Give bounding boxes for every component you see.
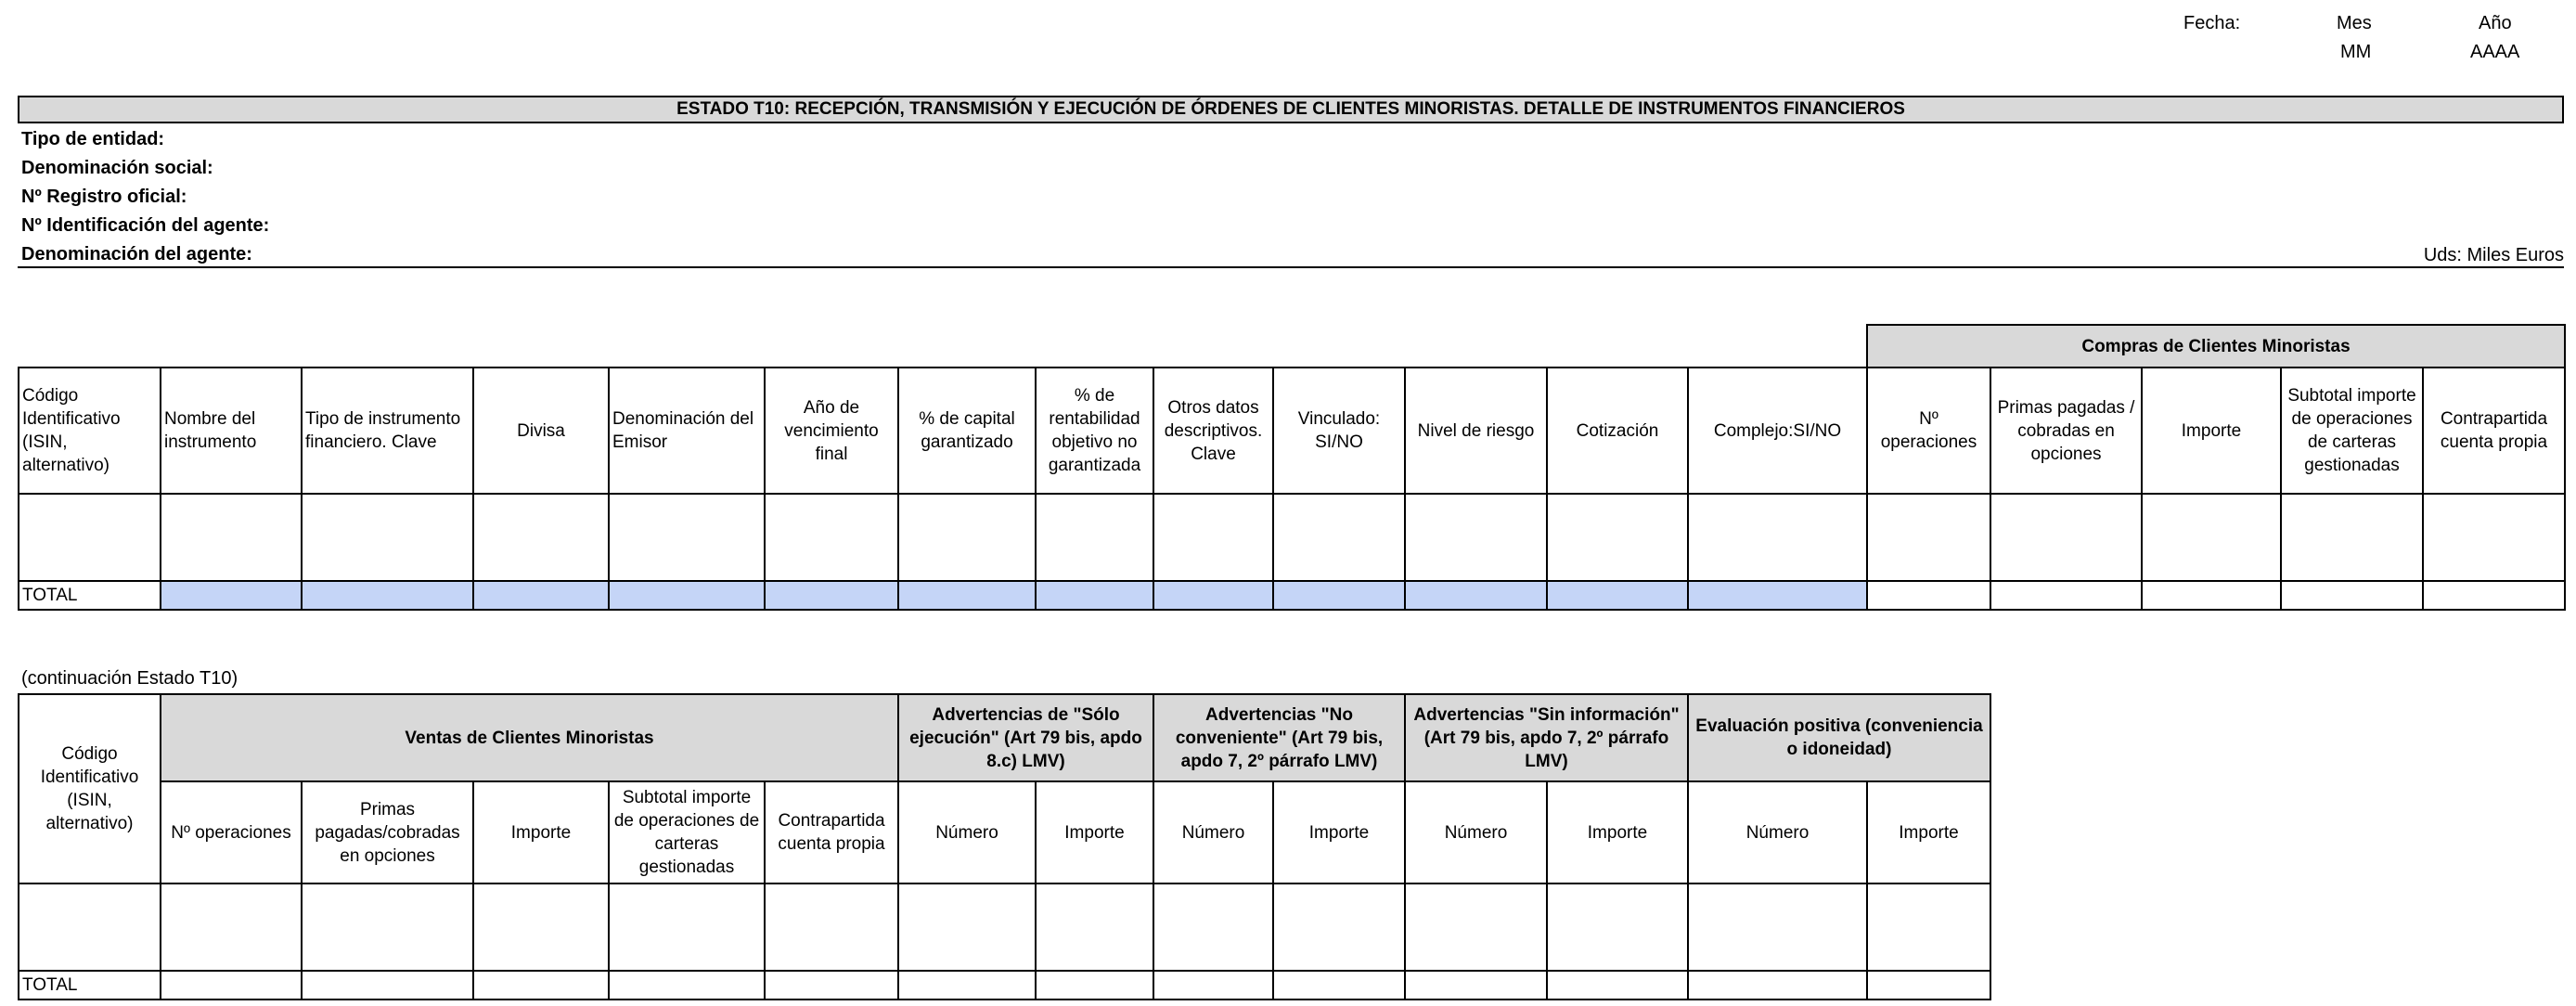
total-cell[interactable] — [473, 971, 609, 1000]
table2-group-row — [19, 694, 1990, 781]
col-contrapartida-2: Contrapartida cuenta propia — [765, 781, 898, 883]
denominacion-social-label: Denominación social: — [21, 158, 213, 178]
ventas-group-header: Ventas de Clientes Minoristas — [161, 694, 898, 781]
col-importe: Importe — [2142, 368, 2281, 494]
total-cell[interactable] — [765, 971, 898, 1000]
no-conveniente-group-header: Advertencias "No conveniente" (Art 79 bis, apdo 7, 2º párrafo LMV) — [1153, 694, 1405, 781]
compras-group-header: Compras de Clientes Minoristas — [1867, 325, 2565, 368]
total-label: TOTAL — [19, 581, 161, 610]
total-cell[interactable] — [1547, 971, 1688, 1000]
total-cell[interactable] — [161, 971, 302, 1000]
total-cell[interactable] — [302, 971, 473, 1000]
data-cell[interactable] — [19, 883, 161, 971]
total-cell[interactable] — [2423, 581, 2565, 610]
total-cell[interactable] — [2142, 581, 2281, 610]
data-cell[interactable] — [898, 883, 1036, 971]
col-importe-2: Importe — [473, 781, 609, 883]
col-codigo: Código Identificativo (ISIN, alternativo) — [19, 368, 161, 494]
data-cell[interactable] — [609, 494, 765, 581]
total-cell[interactable] — [1405, 971, 1547, 1000]
sin-informacion-group-header: Advertencias "Sin información" (Art 79 bis, apdo 7, 2º párrafo LMV) — [1405, 694, 1688, 781]
data-cell[interactable] — [302, 883, 473, 971]
data-cell[interactable] — [765, 883, 898, 971]
data-cell[interactable] — [1990, 494, 2142, 581]
table1-total-row — [19, 581, 2565, 610]
anio-value: AAAA — [2470, 42, 2520, 62]
evaluacion-positiva-group-header: Evaluación positiva (conveniencia o idoneidad) — [1688, 694, 1990, 781]
info-divider — [18, 266, 2564, 268]
data-cell[interactable] — [1867, 494, 1990, 581]
data-cell[interactable] — [1688, 494, 1867, 581]
tipo-entidad-label: Tipo de entidad: — [21, 129, 165, 149]
data-cell[interactable] — [609, 883, 765, 971]
data-cell[interactable] — [1036, 494, 1153, 581]
data-cell[interactable] — [1547, 883, 1688, 971]
col-primas: Primas pagadas / cobradas en opciones — [1990, 368, 2142, 494]
col-subtotal-carteras: Subtotal importe de operaciones de carteras gestionadas — [2281, 368, 2423, 494]
col-importe-evaluacion: Importe — [1867, 781, 1990, 883]
col-num-operaciones: Nº operaciones — [1867, 368, 1990, 494]
units-label: Uds: Miles Euros — [2423, 245, 2564, 265]
col-numero-solo-ejecucion: Número — [898, 781, 1036, 883]
table1-data-row — [19, 494, 2565, 581]
data-cell[interactable] — [1273, 494, 1405, 581]
total-cell[interactable] — [1273, 581, 1405, 610]
total-cell[interactable] — [1036, 581, 1153, 610]
col-importe-no-conveniente: Importe — [1273, 781, 1405, 883]
total-cell[interactable] — [1405, 581, 1547, 610]
table2-data-row — [19, 883, 1990, 971]
total-cell[interactable] — [1547, 581, 1688, 610]
col-nombre: Nombre del instrumento — [161, 368, 302, 494]
data-cell[interactable] — [1153, 883, 1273, 971]
mes-label: Mes — [2337, 13, 2372, 33]
table1-header-row — [19, 368, 2565, 494]
solo-ejecucion-group-header: Advertencias de "Sólo ejecución" (Art 79 bis, apdo 8.c) LMV) — [898, 694, 1153, 781]
data-cell[interactable] — [1405, 494, 1547, 581]
data-cell[interactable] — [161, 494, 302, 581]
data-cell[interactable] — [1273, 883, 1405, 971]
col-importe-sin-informacion: Importe — [1547, 781, 1688, 883]
col-numero-sin-informacion: Número — [1405, 781, 1547, 883]
data-cell[interactable] — [1405, 883, 1547, 971]
table2-total-row — [19, 971, 1990, 1000]
col-vinculado: Vinculado: SI/NO — [1273, 368, 1405, 494]
col-rentabilidad: % de rentabilidad objetivo no garantizada — [1036, 368, 1153, 494]
total-cell[interactable] — [765, 581, 898, 610]
data-cell[interactable] — [2142, 494, 2281, 581]
total-cell[interactable] — [1867, 971, 1990, 1000]
data-cell[interactable] — [1036, 883, 1153, 971]
id-agente-label: Nº Identificación del agente: — [21, 215, 270, 236]
data-cell[interactable] — [898, 494, 1036, 581]
total-cell[interactable] — [473, 581, 609, 610]
data-cell[interactable] — [1547, 494, 1688, 581]
total-cell[interactable] — [161, 581, 302, 610]
total-cell[interactable] — [2281, 581, 2423, 610]
col-contrapartida: Contrapartida cuenta propia — [2423, 368, 2565, 494]
total-cell[interactable] — [1688, 581, 1867, 610]
col-divisa: Divisa — [473, 368, 609, 494]
col-tipo-instrumento: Tipo de instrumento financiero. Clave — [302, 368, 473, 494]
denominacion-agente-label: Denominación del agente: — [21, 244, 252, 264]
data-cell[interactable] — [1688, 883, 1867, 971]
continuation-label: (continuación Estado T10) — [21, 668, 238, 689]
col-vencimiento: Año de vencimiento final — [765, 368, 898, 494]
data-cell[interactable] — [473, 883, 609, 971]
col-cotizacion: Cotización — [1547, 368, 1688, 494]
compras-table — [18, 324, 2566, 611]
data-cell[interactable] — [19, 494, 161, 581]
registro-oficial-label: Nº Registro oficial: — [21, 187, 187, 207]
ventas-table — [18, 693, 1991, 1000]
mes-value: MM — [2340, 42, 2372, 62]
total-cell[interactable] — [609, 971, 765, 1000]
total-cell[interactable] — [609, 581, 765, 610]
col-numero-evaluacion: Número — [1688, 781, 1867, 883]
data-cell[interactable] — [2281, 494, 2423, 581]
total-cell[interactable] — [1990, 581, 2142, 610]
total-cell[interactable] — [1688, 971, 1867, 1000]
total-cell[interactable] — [1153, 581, 1273, 610]
col-nivel-riesgo: Nivel de riesgo — [1405, 368, 1547, 494]
col-codigo-2: Código Identificativo (ISIN, alternativo) — [19, 694, 161, 883]
col-capital-garantizado: % de capital garantizado — [898, 368, 1036, 494]
anio-label: Año — [2479, 13, 2512, 33]
col-otros-datos: Otros datos descriptivos. Clave — [1153, 368, 1273, 494]
col-num-operaciones-2: Nº operaciones — [161, 781, 302, 883]
total-cell[interactable] — [1036, 971, 1153, 1000]
total-cell[interactable] — [1273, 971, 1405, 1000]
report-title: ESTADO T10: RECEPCIÓN, TRANSMISIÓN Y EJECUCIÓN DE ÓRDENES DE CLIENTES MINORISTAS. DETALLE DE INSTRUMENTOS FINANCIEROS — [18, 96, 2564, 123]
col-numero-no-conveniente: Número — [1153, 781, 1273, 883]
data-cell[interactable] — [1153, 494, 1273, 581]
total-cell[interactable] — [1867, 581, 1990, 610]
total-cell[interactable] — [898, 971, 1036, 1000]
fecha-label: Fecha: — [2183, 13, 2241, 33]
col-primas-2: Primas pagadas/cobradas en opciones — [302, 781, 473, 883]
table2-header-row — [19, 781, 1990, 883]
total-cell[interactable] — [302, 581, 473, 610]
data-cell[interactable] — [302, 494, 473, 581]
col-subtotal-carteras-2: Subtotal importe de operaciones de carteras gestionadas — [609, 781, 765, 883]
col-complejo: Complejo:SI/NO — [1688, 368, 1867, 494]
data-cell[interactable] — [765, 494, 898, 581]
total-label-2: TOTAL — [19, 971, 161, 1000]
data-cell[interactable] — [1867, 883, 1990, 971]
total-cell[interactable] — [898, 581, 1036, 610]
total-cell[interactable] — [1153, 971, 1273, 1000]
data-cell[interactable] — [2423, 494, 2565, 581]
col-emisor: Denominación del Emisor — [609, 368, 765, 494]
data-cell[interactable] — [473, 494, 609, 581]
col-importe-solo-ejecucion: Importe — [1036, 781, 1153, 883]
data-cell[interactable] — [161, 883, 302, 971]
